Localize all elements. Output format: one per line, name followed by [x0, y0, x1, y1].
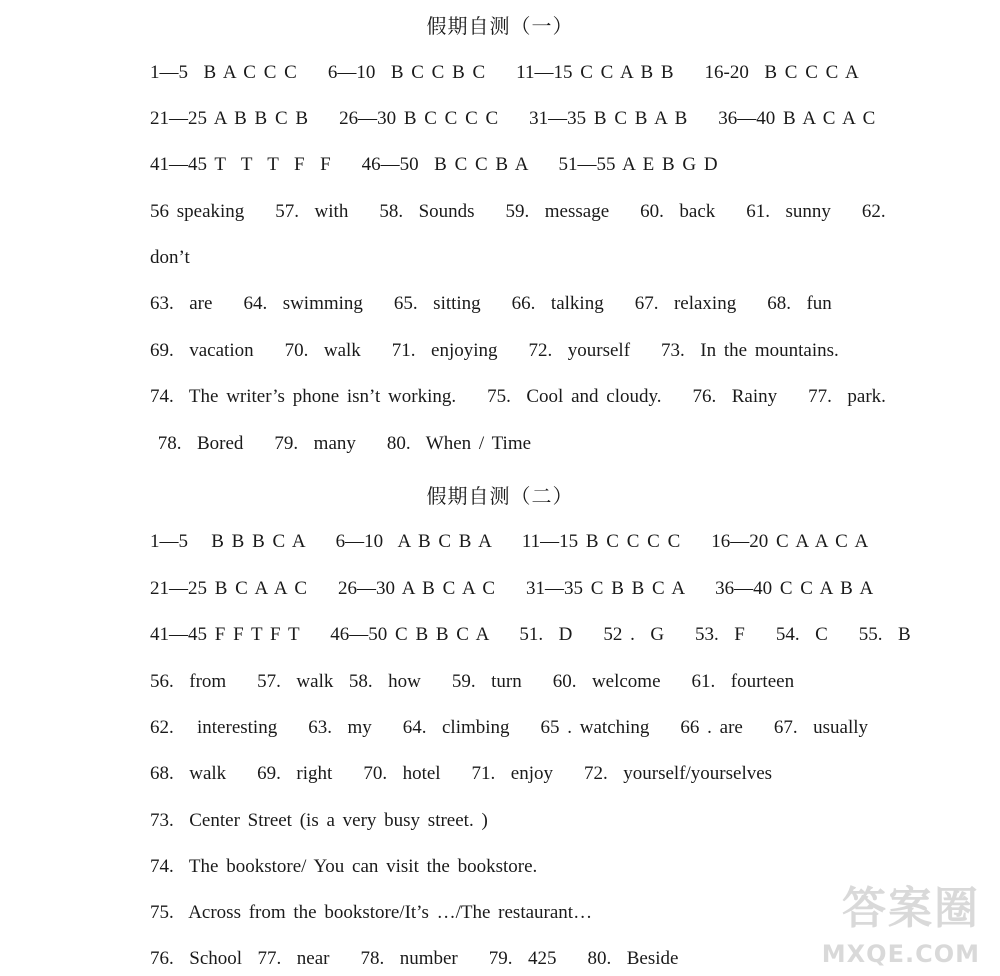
s2-line-3: 41—45 F F T F T 46—50 C B B C A 51. D 52 . G 53. F 54. C 55. B: [150, 624, 911, 645]
s2-line-2: 21—25 B C A A C 26—30 A B C A C 31—35 C B B C A 36—40 C C A B A: [150, 578, 874, 599]
s1-line-5: don’t: [150, 247, 190, 268]
watermark-main-text: 答案圈: [842, 883, 980, 934]
s2-line-8: 74. The bookstore/ You can visit the bookstore.: [150, 856, 538, 877]
s1-line-1: 1—5 B A C C C 6—10 B C C B C 11—15 C C A B B 16-20 B C C C A: [150, 62, 859, 83]
s1-line-9: 78. Bored 79. many 80. When / Time: [150, 433, 532, 454]
s1-line-3: 41—45 T T T F F 46—50 B C C B A 51—55 A E B G D: [150, 154, 718, 175]
s2-line-1: 1—5 B B B C A 6—10 A B C B A 11—15 B C C C C 16—20 C A A C A: [150, 531, 869, 552]
s1-line-4: 56 speaking 57. with 58. Sounds 59. message 60. back 61. sunny 62.: [150, 201, 886, 222]
section-1-title: 假期自测（一）: [426, 16, 574, 38]
s2-line-7: 73. Center Street (is a very busy street. ): [150, 810, 488, 831]
s2-line-5: 62. interesting 63. my 64. climbing 65 . watching 66 . are 67. usually: [150, 717, 869, 738]
s1-line-8: 74. The writer’s phone isn’t working. 75. Cool and cloudy. 76. Rainy 77. park.: [150, 386, 886, 407]
s2-line-9: 75. Across from the bookstore/It’s …/The restaurant…: [150, 902, 593, 923]
s2-line-10: 76. School 77. near 78. number 79. 425 80. Beside: [150, 948, 679, 969]
s2-line-4: 56. from 57. walk 58. how 59. turn 60. welcome 61. fourteen: [150, 671, 795, 692]
s1-line-2: 21—25 A B B C B 26—30 B C C C C 31—35 B C B A B 36—40 B A C A C: [150, 108, 876, 129]
section-2-title: 假期自测（二）: [426, 486, 574, 508]
s2-line-6: 68. walk 69. right 70. hotel 71. enjoy 72. yourself/yourselves: [150, 763, 773, 784]
s1-line-7: 69. vacation 70. walk 71. enjoying 72. yourself 73. In the mountains.: [150, 340, 839, 361]
watermark-logo: [800, 868, 990, 968]
s1-line-6: 63. are 64. swimming 65. sitting 66. talking 67. relaxing 68. fun: [150, 293, 832, 314]
watermark-url-text: MXQE.COM: [821, 940, 980, 968]
